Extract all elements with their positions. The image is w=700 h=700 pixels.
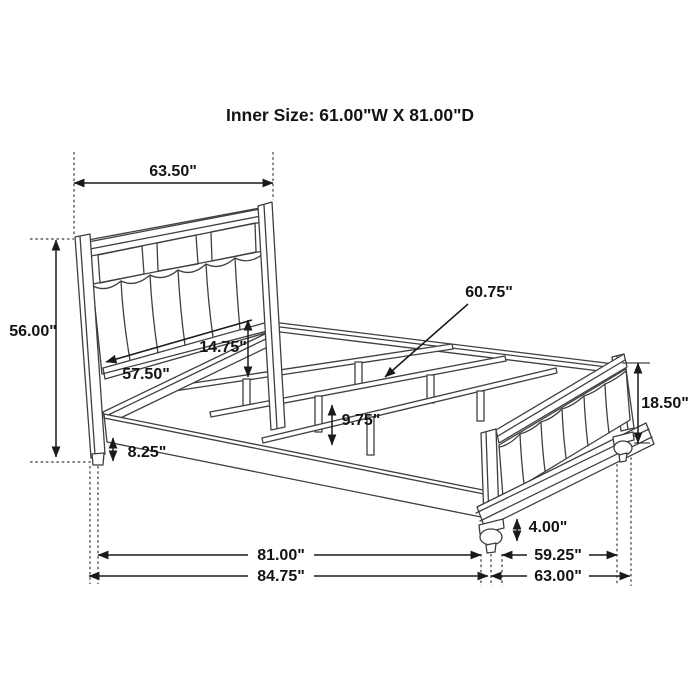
dim-overall-length xyxy=(89,567,488,585)
dim-label-inner-length: 81.00" xyxy=(257,547,305,564)
dimension-annotations xyxy=(9,163,689,585)
dim-headboard-height xyxy=(9,240,57,457)
dim-footboard-inner-width xyxy=(502,546,617,564)
dim-headboard-width xyxy=(74,163,273,183)
dim-label-headboard-panel-width: 57.50" xyxy=(122,366,170,383)
dim-foot-height xyxy=(517,519,567,541)
dim-label-foot-height: 4.00" xyxy=(528,519,568,536)
dim-label-headboard-width: 63.50" xyxy=(149,163,197,180)
dim-footboard-width xyxy=(491,567,630,585)
dim-label-rail-clearance: 8.25" xyxy=(127,444,167,461)
diagram-title: Inner Size: 61.00"W X 81.00"D xyxy=(225,105,475,125)
dim-label-slat-height: 9.75" xyxy=(341,412,381,429)
dim-inner-length xyxy=(98,546,481,564)
dim-label-headboard-panel-to-rail: 14.75" xyxy=(199,339,247,356)
dim-label-headboard-height: 56.00" xyxy=(9,323,57,340)
footboard-front-foot xyxy=(479,519,504,553)
dim-label-footboard-width: 63.00" xyxy=(534,568,582,585)
dim-label-overall-length: 84.75" xyxy=(257,568,305,585)
dim-label-footboard-inner-width: 59.25" xyxy=(534,547,582,564)
dim-label-slat-length: 60.75" xyxy=(465,284,513,301)
headboard-left-foot xyxy=(92,453,104,465)
slat-support-leg xyxy=(477,391,484,421)
dim-label-footboard-height: 18.50" xyxy=(641,395,689,412)
